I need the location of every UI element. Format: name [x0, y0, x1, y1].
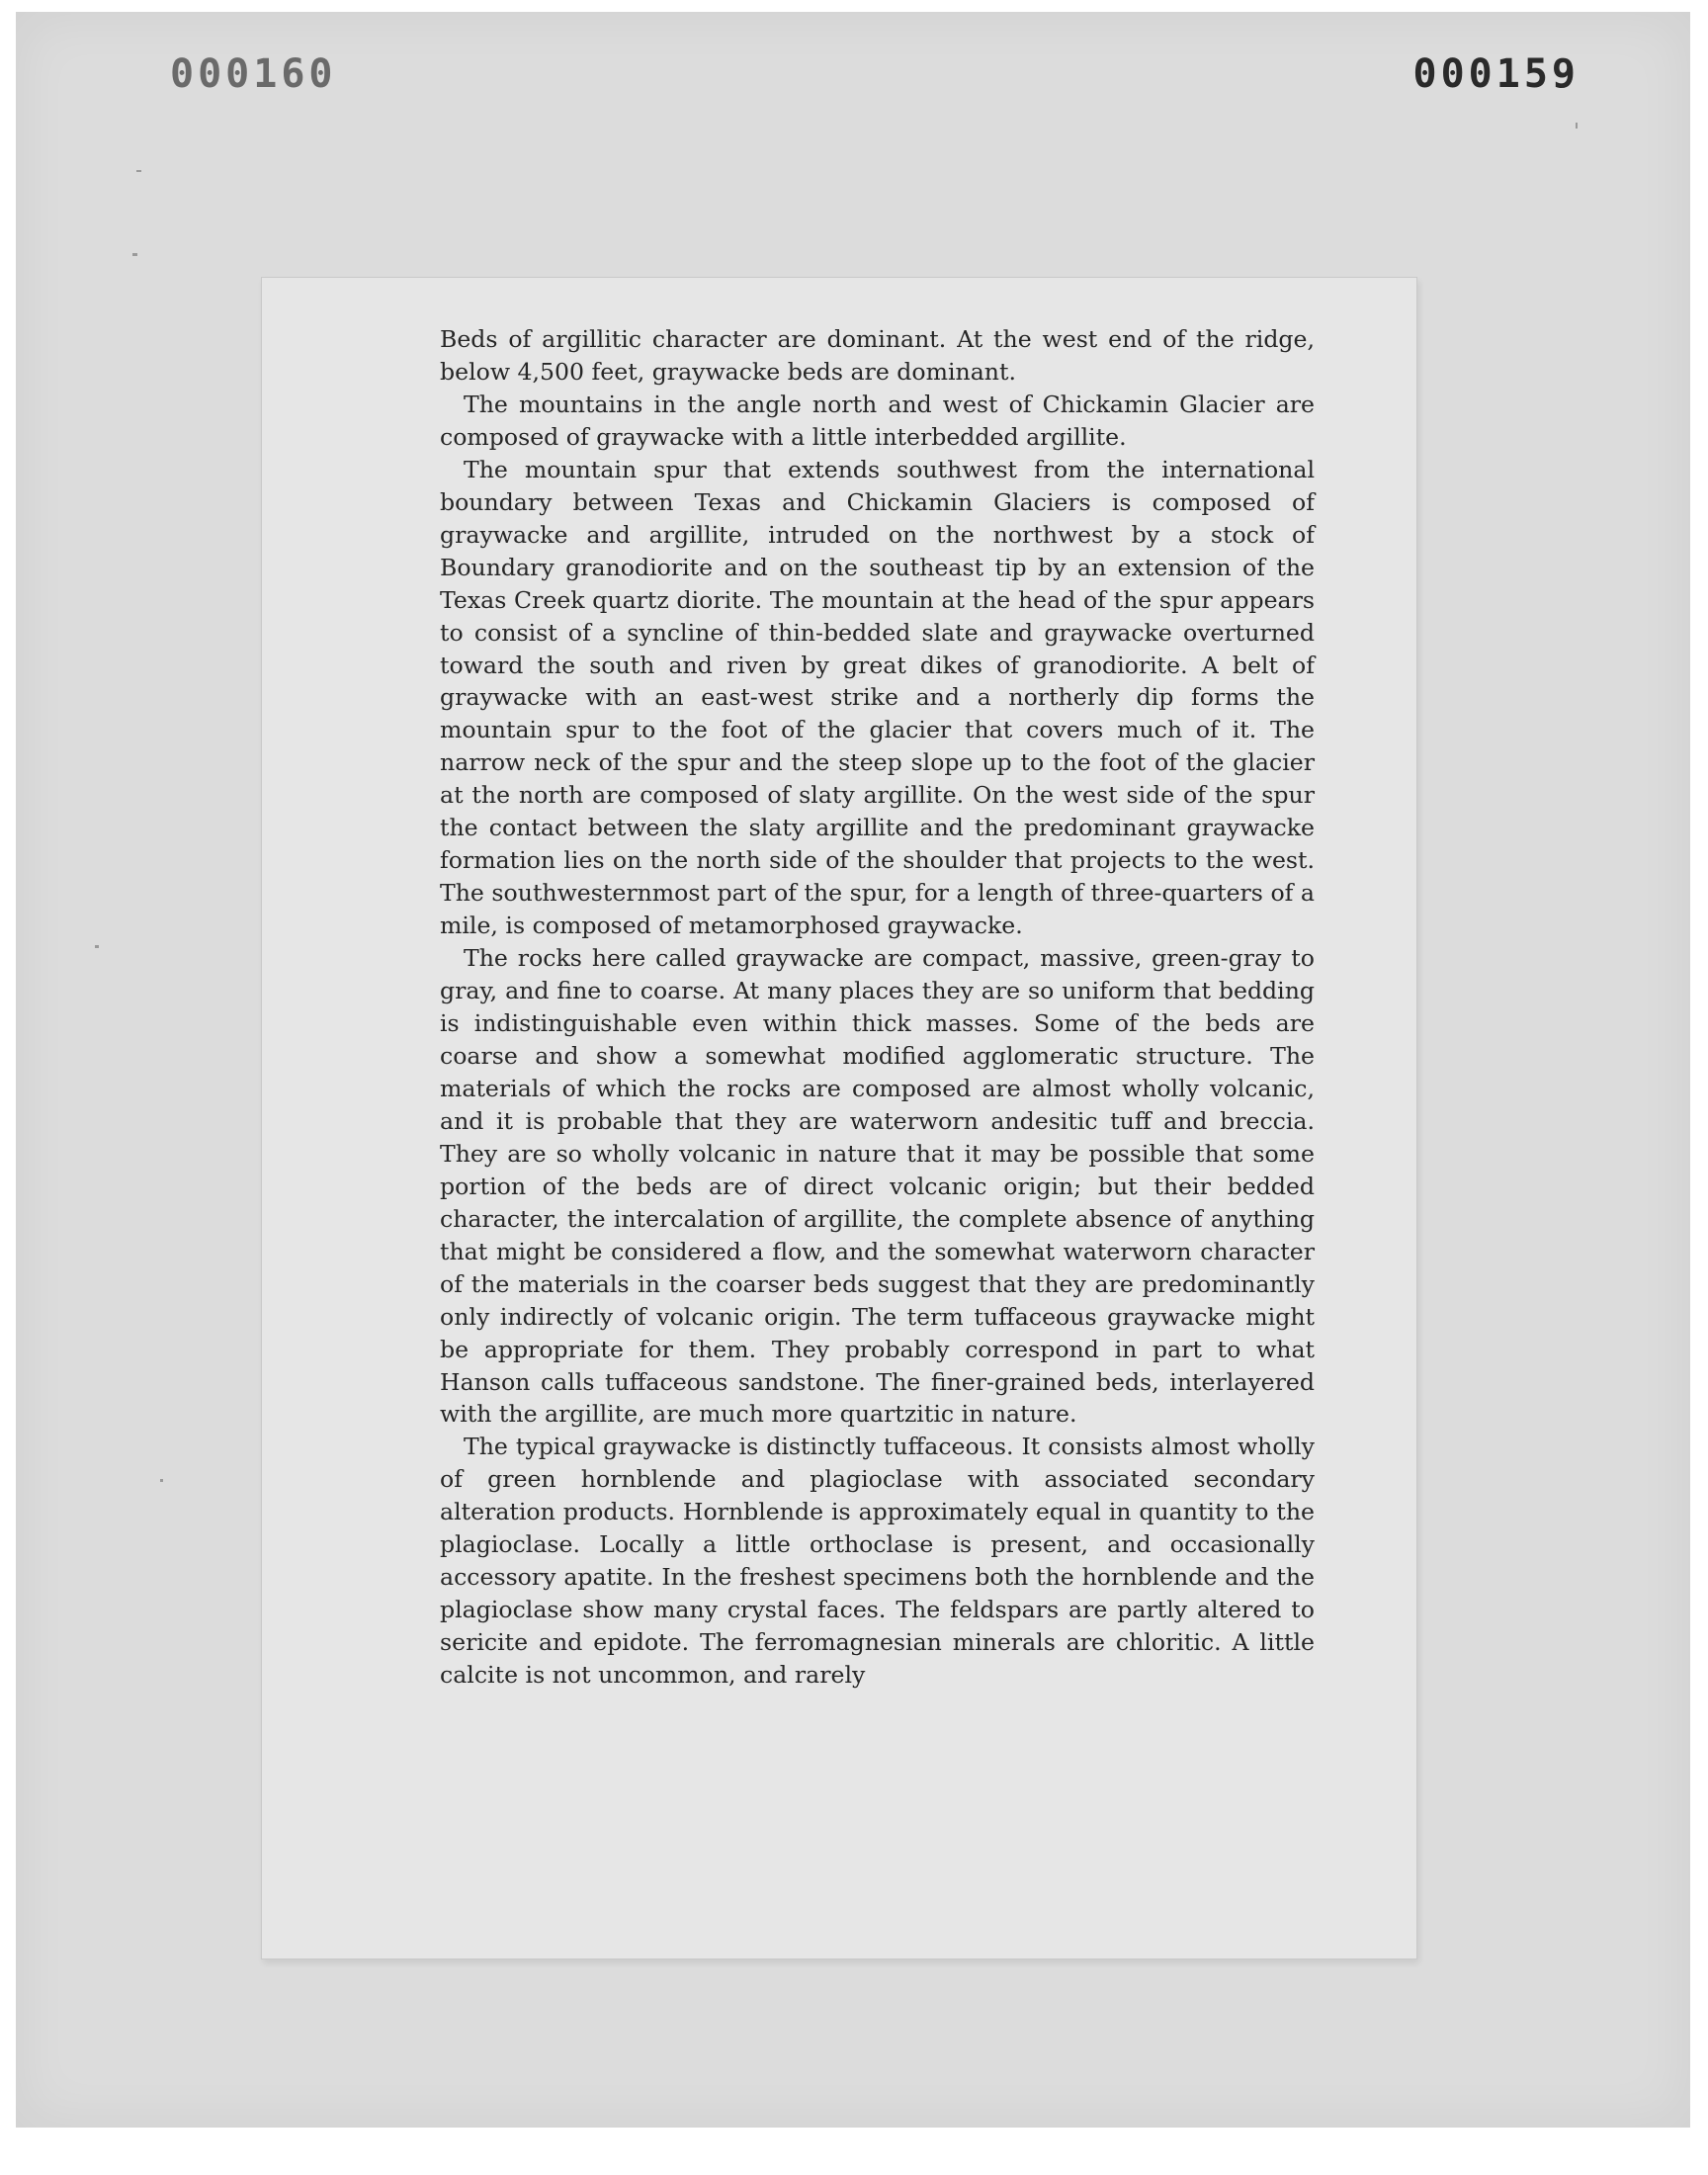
paragraph: The mountains in the angle north and west of Chickamin Glacier are composed of graywacke with a little interbedded argillite.: [440, 390, 1315, 451]
page-stamp-right: 000159: [1412, 51, 1580, 97]
scanned-sheet: [16, 12, 1690, 2128]
scan-speck: [1576, 123, 1578, 129]
scan-speck: [132, 253, 137, 256]
paragraph: Beds of argillitic character are dominant. At the west end of the ridge, below 4,500 feet, graywacke beds are dominant.: [440, 325, 1315, 386]
paragraph: The rocks here called graywacke are compact, massive, green-gray to gray, and fine to coarse. At many places they are so uniform that bedding is indistinguishable even within thick masses. Some of the beds are coarse and show a somewhat modified agglomeratic structure. The materials of which the rocks are composed are almost wholly volcanic, and it is probable that they are waterworn andesitic tuff and breccia. They are so wholly volcanic in nature that it may be possible that some portion of the beds are of direct volcanic origin; but their bedded character, the intercalation of argillite, the complete absence of anything that might be considered a flow, and the somewhat waterworn character of the materials in the coarser beds suggest that they are predominantly only indirectly of volcanic origin. The term tuffaceous graywacke might be appropriate for them. They probably correspond in part to what Hanson calls tuffaceous sandstone. The finer-grained beds, interlayered with the argillite, are much more quartzitic in nature.: [440, 944, 1315, 1429]
scan-speck: [136, 170, 141, 172]
document-page: [261, 277, 1417, 1959]
body-text: [440, 323, 1315, 1692]
paragraph: The mountain spur that extends southwest from the international boundary between Texas and Chickamin Glaciers is composed of graywacke and argillite, intruded on the northwest by a stock of Boundary granodiorite and on the southeast tip by an extension of the Texas Creek quartz diorite. The mountain at the head of the spur appears to consist of a syncline of thin-bedded slate and graywacke overturned toward the south and riven by great dikes of granodiorite. A belt of graywacke with an east-west strike and a northerly dip forms the mountain spur to the foot of the glacier that covers much of it. The narrow neck of the spur and the steep slope up to the foot of the glacier at the north are composed of slaty argillite. On the west side of the spur the contact between the slaty argillite and the predominant graywacke formation lies on the north side of the shoulder that projects to the west. The southwesternmost part of the spur, for a length of three-quarters of a mile, is composed of metamorphosed graywacke.: [440, 455, 1315, 940]
paragraph: The typical graywacke is distinctly tuffaceous. It consists almost wholly of green hornblende and plagioclase with associated secondary alteration products. Hornblende is approximately equal in quantity to the plagioclase. Locally a little orthoclase is present, and occasionally accessory apatite. In the freshest specimens both the hornblende and the plagioclase show many crystal faces. The feldspars are partly altered to sericite and epidote. The ferromagnesian minerals are chloritic. A little calcite is not uncommon, and rarely: [440, 1433, 1315, 1690]
scan-speck: [95, 945, 99, 948]
page-stamp-left: 000160: [170, 51, 337, 97]
scan-speck: [160, 1479, 163, 1482]
